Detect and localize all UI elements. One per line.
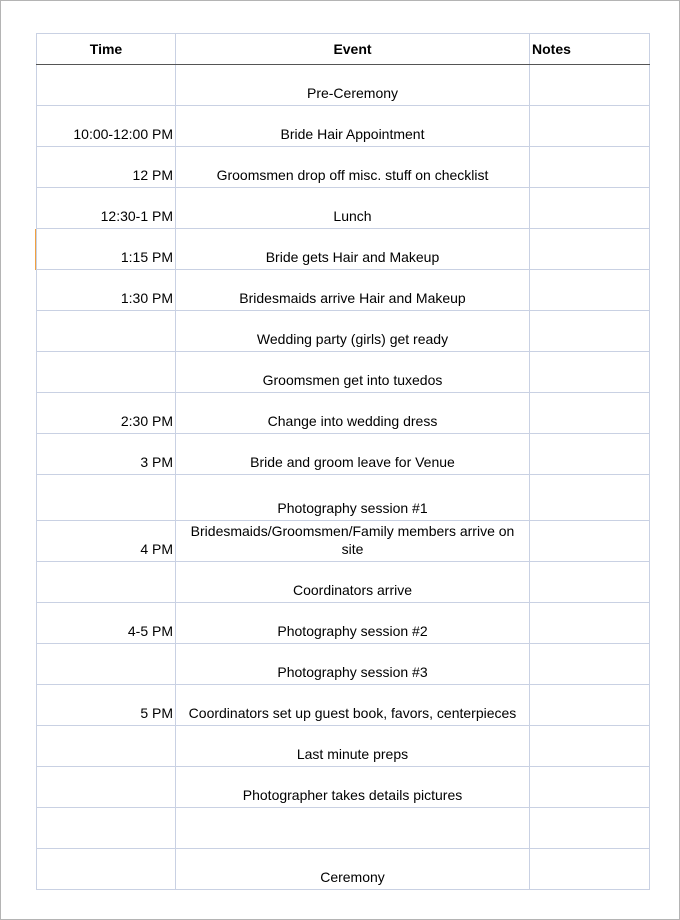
event-cell[interactable]: Bride gets Hair and Makeup — [176, 229, 530, 270]
event-cell[interactable]: Change into wedding dress — [176, 393, 530, 434]
table-row — [37, 188, 650, 229]
header-notes: Notes — [530, 34, 650, 65]
table-row — [37, 65, 650, 106]
table-row — [37, 603, 650, 644]
notes-cell[interactable] — [530, 767, 650, 808]
table-row — [37, 393, 650, 434]
table-row — [37, 475, 650, 521]
time-cell[interactable]: 1:30 PM — [37, 270, 176, 311]
table-row — [37, 270, 650, 311]
time-cell[interactable]: 1:15 PM — [37, 229, 176, 270]
time-cell[interactable]: 4 PM — [37, 521, 176, 562]
time-cell[interactable]: 12 PM — [37, 147, 176, 188]
event-cell[interactable]: Last minute preps — [176, 726, 530, 767]
event-cell[interactable]: Groomsmen drop off misc. stuff on checklist — [176, 147, 530, 188]
notes-cell[interactable] — [530, 434, 650, 475]
time-cell[interactable]: 5 PM — [37, 685, 176, 726]
notes-cell[interactable] — [530, 849, 650, 890]
time-cell[interactable] — [37, 475, 176, 521]
time-cell[interactable] — [37, 767, 176, 808]
notes-cell[interactable] — [530, 808, 650, 849]
header-time: Time — [37, 34, 176, 65]
table-row — [37, 644, 650, 685]
time-cell[interactable]: 3 PM — [37, 434, 176, 475]
time-cell[interactable]: 2:30 PM — [37, 393, 176, 434]
table-row — [37, 849, 650, 890]
event-cell[interactable]: Coordinators set up guest book, favors, centerpieces — [176, 685, 530, 726]
table-row — [37, 726, 650, 767]
event-cell[interactable]: Coordinators arrive — [176, 562, 530, 603]
notes-cell[interactable] — [530, 229, 650, 270]
time-cell[interactable] — [37, 311, 176, 352]
schedule-table — [36, 33, 650, 890]
time-cell[interactable]: 10:00-12:00 PM — [37, 106, 176, 147]
table-row — [37, 147, 650, 188]
cell-selection-marker — [35, 229, 36, 270]
event-cell[interactable]: Bridesmaids arrive Hair and Makeup — [176, 270, 530, 311]
time-cell[interactable] — [37, 726, 176, 767]
notes-cell[interactable] — [530, 393, 650, 434]
time-cell[interactable]: 4-5 PM — [37, 603, 176, 644]
table-row — [37, 808, 650, 849]
notes-cell[interactable] — [530, 65, 650, 106]
event-cell[interactable]: Bridesmaids/Groomsmen/Family members arrive on site — [176, 521, 530, 562]
event-cell[interactable]: Groomsmen get into tuxedos — [176, 352, 530, 393]
event-cell[interactable]: Bride Hair Appointment — [176, 106, 530, 147]
table-row — [37, 434, 650, 475]
notes-cell[interactable] — [530, 562, 650, 603]
table-row — [37, 229, 650, 270]
notes-cell[interactable] — [530, 685, 650, 726]
event-cell[interactable]: Pre-Ceremony — [176, 65, 530, 106]
event-cell[interactable]: Wedding party (girls) get ready — [176, 311, 530, 352]
event-cell[interactable] — [176, 808, 530, 849]
notes-cell[interactable] — [530, 521, 650, 562]
time-cell[interactable] — [37, 562, 176, 603]
notes-cell[interactable] — [530, 603, 650, 644]
time-cell[interactable] — [37, 644, 176, 685]
event-cell[interactable]: Photographer takes details pictures — [176, 767, 530, 808]
time-cell[interactable]: 12:30-1 PM — [37, 188, 176, 229]
event-cell[interactable]: Ceremony — [176, 849, 530, 890]
event-cell[interactable]: Photography session #1 — [176, 475, 530, 521]
table-row — [37, 352, 650, 393]
table-row — [37, 685, 650, 726]
notes-cell[interactable] — [530, 726, 650, 767]
notes-cell[interactable] — [530, 475, 650, 521]
table-row — [37, 521, 650, 562]
notes-cell[interactable] — [530, 188, 650, 229]
time-cell[interactable] — [37, 352, 176, 393]
table-row — [37, 311, 650, 352]
event-cell[interactable]: Photography session #2 — [176, 603, 530, 644]
notes-cell[interactable] — [530, 106, 650, 147]
notes-cell[interactable] — [530, 311, 650, 352]
notes-cell[interactable] — [530, 147, 650, 188]
notes-cell[interactable] — [530, 644, 650, 685]
time-cell[interactable] — [37, 808, 176, 849]
event-cell[interactable]: Bride and groom leave for Venue — [176, 434, 530, 475]
header-event: Event — [176, 34, 530, 65]
event-cell[interactable]: Photography session #3 — [176, 644, 530, 685]
table-row — [37, 106, 650, 147]
table-row — [37, 767, 650, 808]
table-row — [37, 562, 650, 603]
time-cell[interactable] — [37, 849, 176, 890]
notes-cell[interactable] — [530, 270, 650, 311]
notes-cell[interactable] — [530, 352, 650, 393]
event-cell[interactable]: Lunch — [176, 188, 530, 229]
time-cell[interactable] — [37, 65, 176, 106]
header-row — [37, 34, 650, 65]
